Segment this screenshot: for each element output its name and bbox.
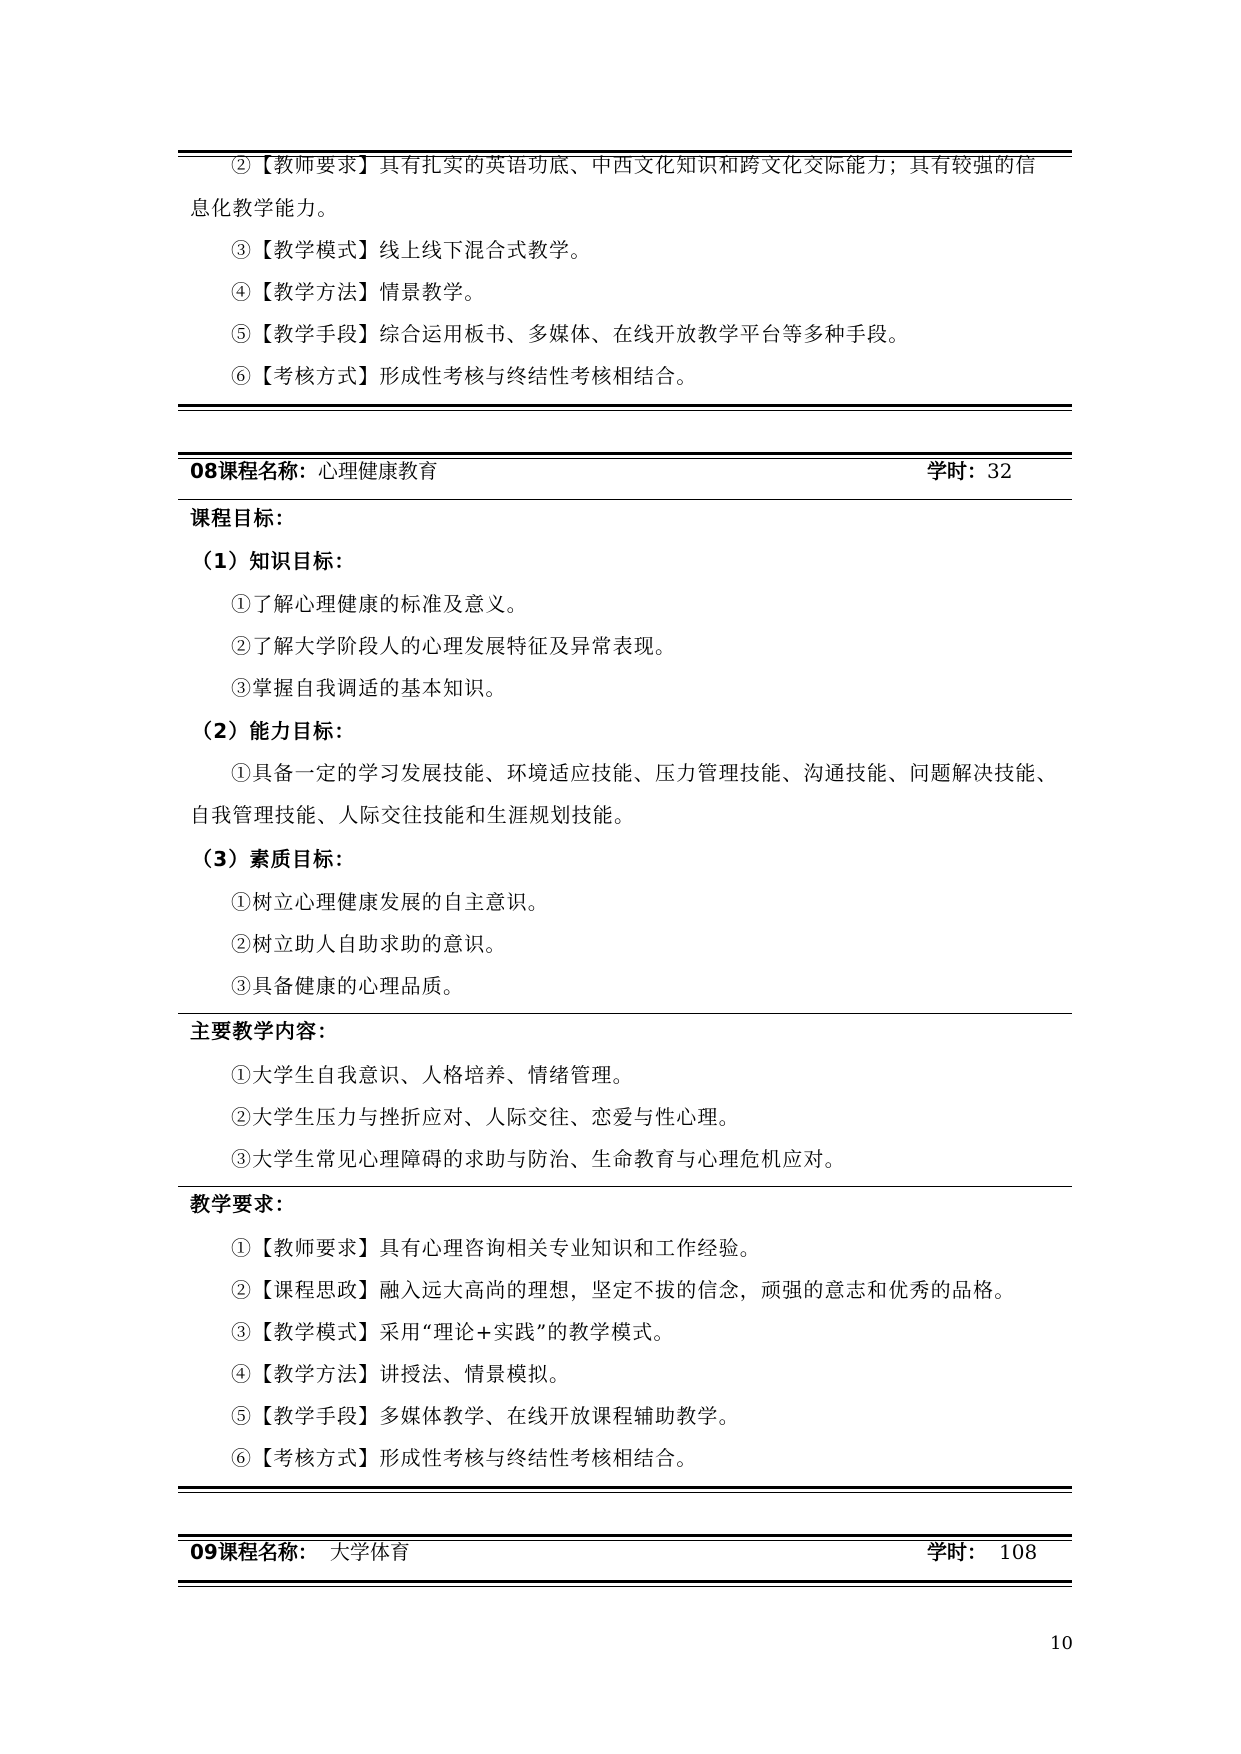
list-item: ②树立助人自助求助的意识。 [231,932,507,956]
hours-label: 学时： [927,1540,987,1564]
requirements-title: 教学要求： [190,1192,296,1216]
list-item: ①【教师要求】具有心理咨询相关专业知识和工作经验。 [231,1236,761,1260]
section-divider [178,1013,1072,1014]
course-09-header [190,1538,410,1566]
course-name-label: 课程名称： [217,1540,318,1564]
knowledge-title: （1）知识目标： [192,549,356,573]
list-item: ③具备健康的心理品质。 [231,974,465,998]
list-item: ⑤【教学手段】多媒体教学、在线开放课程辅助教学。 [231,1404,740,1428]
text-line: ⑥【考核方式】形成性考核与终结性考核相结合。 [231,364,698,388]
list-item: ⑥【考核方式】形成性考核与终结性考核相结合。 [231,1446,698,1470]
hours-value: 108 [999,1540,1038,1564]
course-code: 09 [190,1540,218,1564]
list-item: ③大学生常见心理障碍的求助与防治、生命教育与心理危机应对。 [231,1147,846,1171]
list-item: ①具备一定的学习发展技能、环境适应技能、压力管理技能、沟通技能、问题解决技能、 [231,761,1058,785]
list-item: ①树立心理健康发展的自主意识。 [231,890,549,914]
list-item: ②大学生压力与挫折应对、人际交往、恋爱与性心理。 [231,1105,740,1129]
text-line: 息化教学能力。 [190,196,339,220]
section-divider [178,1186,1072,1187]
list-item: ④【教学方法】讲授法、情景模拟。 [231,1362,571,1386]
quality-title: （3）素质目标： [192,847,356,871]
section-rule-bottom [178,404,1072,411]
hours-value: 32 [987,459,1013,483]
course-08-header [190,457,438,485]
course-08-hours [927,457,1012,485]
ability-title: （2）能力目标： [192,719,356,743]
course-name: 心理健康教育 [317,459,438,483]
list-item: 自我管理技能、人际交往技能和生涯规划技能。 [190,803,636,827]
list-item: ②【课程思政】融入远大高尚的理想，坚定不拔的信念，顽强的意志和优秀的品格。 [231,1278,1016,1302]
course-name-label: 课程名称： [217,459,318,483]
course-header-rule-bottom [178,499,1072,500]
text-line: ②【教师要求】具有扎实的英语功底、中西文化知识和跨文化交际能力；具有较强的信 [231,153,1037,177]
text-line: ④【教学方法】情景教学。 [231,280,486,304]
list-item: ①了解心理健康的标准及意义。 [231,592,528,616]
list-item: ②了解大学阶段人的心理发展特征及异常表现。 [231,634,677,658]
hours-label: 学时： [927,459,987,483]
list-item: ③【教学模式】采用“理论+实践”的教学模式。 [231,1320,675,1344]
text-line: ③【教学模式】线上线下混合式教学。 [231,238,592,262]
course-header-rule-bottom [178,1580,1072,1587]
list-item: ③掌握自我调适的基本知识。 [231,676,507,700]
text-line: ⑤【教学手段】综合运用板书、多媒体、在线开放教学平台等多种手段。 [231,322,910,346]
content-title: 主要教学内容： [190,1019,339,1043]
course-code: 08 [190,459,218,483]
course-name: 大学体育 [329,1540,410,1564]
course-09-hours [927,1538,1037,1566]
goals-title: 课程目标： [190,506,296,530]
list-item: ①大学生自我意识、人格培养、情绪管理。 [231,1063,634,1087]
section-rule-bottom [178,1486,1072,1493]
page-number: 10 [1050,1633,1073,1654]
